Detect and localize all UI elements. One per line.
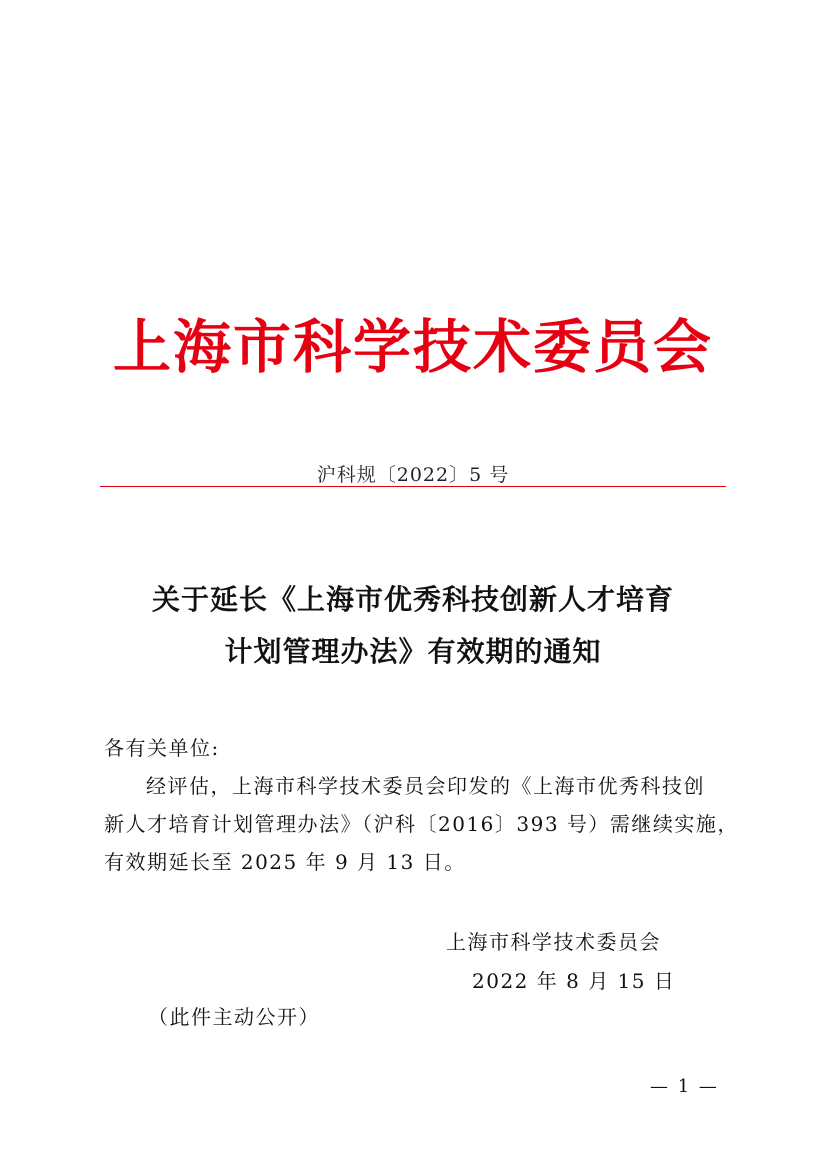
body-paragraph-line-1: 经评估，上海市科学技术委员会印发的《上海市优秀科技创 bbox=[146, 774, 705, 798]
body-paragraph-line-3: 有效期延长至 2025 年 9 月 13 日。 bbox=[104, 850, 466, 874]
document-title-line-1: 关于延长《上海市优秀科技创新人才培育 bbox=[151, 583, 674, 616]
salutation: 各有关单位: bbox=[104, 736, 220, 760]
signature-issuer: 上海市科学技术委员会 bbox=[446, 930, 661, 954]
red-header-org-name: 上海市科学技术委员会 bbox=[112, 313, 713, 381]
signature-date: 2022 年 8 月 15 日 bbox=[472, 969, 676, 993]
page-number: — 1 — bbox=[650, 1076, 719, 1097]
document-title-line-2: 计划管理办法》有效期的通知 bbox=[224, 635, 602, 668]
disclosure-note: （此件主动公开） bbox=[148, 1005, 320, 1029]
body-paragraph-line-2: 新人才培育计划管理办法》（沪科〔2016〕393 号）需继续实施， bbox=[104, 812, 739, 836]
document-number: 沪科规〔2022〕5 号 bbox=[316, 464, 510, 486]
red-separator-line bbox=[100, 486, 726, 487]
